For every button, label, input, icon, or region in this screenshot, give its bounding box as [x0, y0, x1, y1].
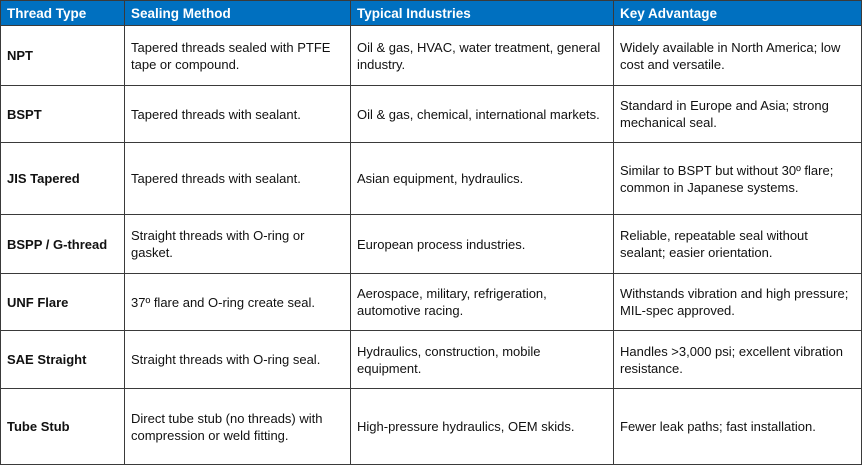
thread-type-cell: Tube Stub: [1, 389, 125, 465]
sealing-method-cell: 37º flare and O-ring create seal.: [125, 274, 351, 331]
advantage-cell: Standard in Europe and Asia; strong mechanical seal.: [614, 86, 862, 143]
table-row: [1, 86, 862, 143]
header-key-advantage: Key Advantage: [614, 1, 862, 26]
thread-type-cell: BSPP / G-thread: [1, 215, 125, 274]
sealing-method-cell: Straight threads with O-ring or gasket.: [125, 215, 351, 274]
industries-cell: Oil & gas, HVAC, water treatment, general industry.: [351, 26, 614, 86]
advantage-cell: Handles >3,000 psi; excellent vibration resistance.: [614, 331, 862, 389]
thread-type-cell: BSPT: [1, 86, 125, 143]
table-row: [1, 143, 862, 215]
industries-cell: Aerospace, military, refrigeration, automotive racing.: [351, 274, 614, 331]
sealing-method-cell: Direct tube stub (no threads) with compression or weld fitting.: [125, 389, 351, 465]
advantage-cell: Widely available in North America; low cost and versatile.: [614, 26, 862, 86]
table-row: [1, 274, 862, 331]
thread-type-cell: UNF Flare: [1, 274, 125, 331]
thread-type-cell: JIS Tapered: [1, 143, 125, 215]
thread-type-cell: NPT: [1, 26, 125, 86]
industries-cell: Hydraulics, construction, mobile equipment.: [351, 331, 614, 389]
header-thread-type: Thread Type: [1, 1, 125, 26]
advantage-cell: Reliable, repeatable seal without sealant; easier orientation.: [614, 215, 862, 274]
thread-type-cell: SAE Straight: [1, 331, 125, 389]
industries-cell: Asian equipment, hydraulics.: [351, 143, 614, 215]
table-row: [1, 331, 862, 389]
industries-cell: European process industries.: [351, 215, 614, 274]
sealing-method-cell: Tapered threads sealed with PTFE tape or compound.: [125, 26, 351, 86]
table-row: [1, 215, 862, 274]
header-typical-industries: Typical Industries: [351, 1, 614, 26]
table-row: [1, 26, 862, 86]
header-sealing-method: Sealing Method: [125, 1, 351, 26]
advantage-cell: Withstands vibration and high pressure; MIL-spec approved.: [614, 274, 862, 331]
sealing-method-cell: Tapered threads with sealant.: [125, 86, 351, 143]
advantage-cell: Similar to BSPT but without 30º flare; common in Japanese systems.: [614, 143, 862, 215]
table-row: [1, 389, 862, 465]
sealing-method-cell: Tapered threads with sealant.: [125, 143, 351, 215]
sealing-method-cell: Straight threads with O-ring seal.: [125, 331, 351, 389]
advantage-cell: Fewer leak paths; fast installation.: [614, 389, 862, 465]
industries-cell: High-pressure hydraulics, OEM skids.: [351, 389, 614, 465]
header-row: [1, 1, 862, 26]
industries-cell: Oil & gas, chemical, international markets.: [351, 86, 614, 143]
